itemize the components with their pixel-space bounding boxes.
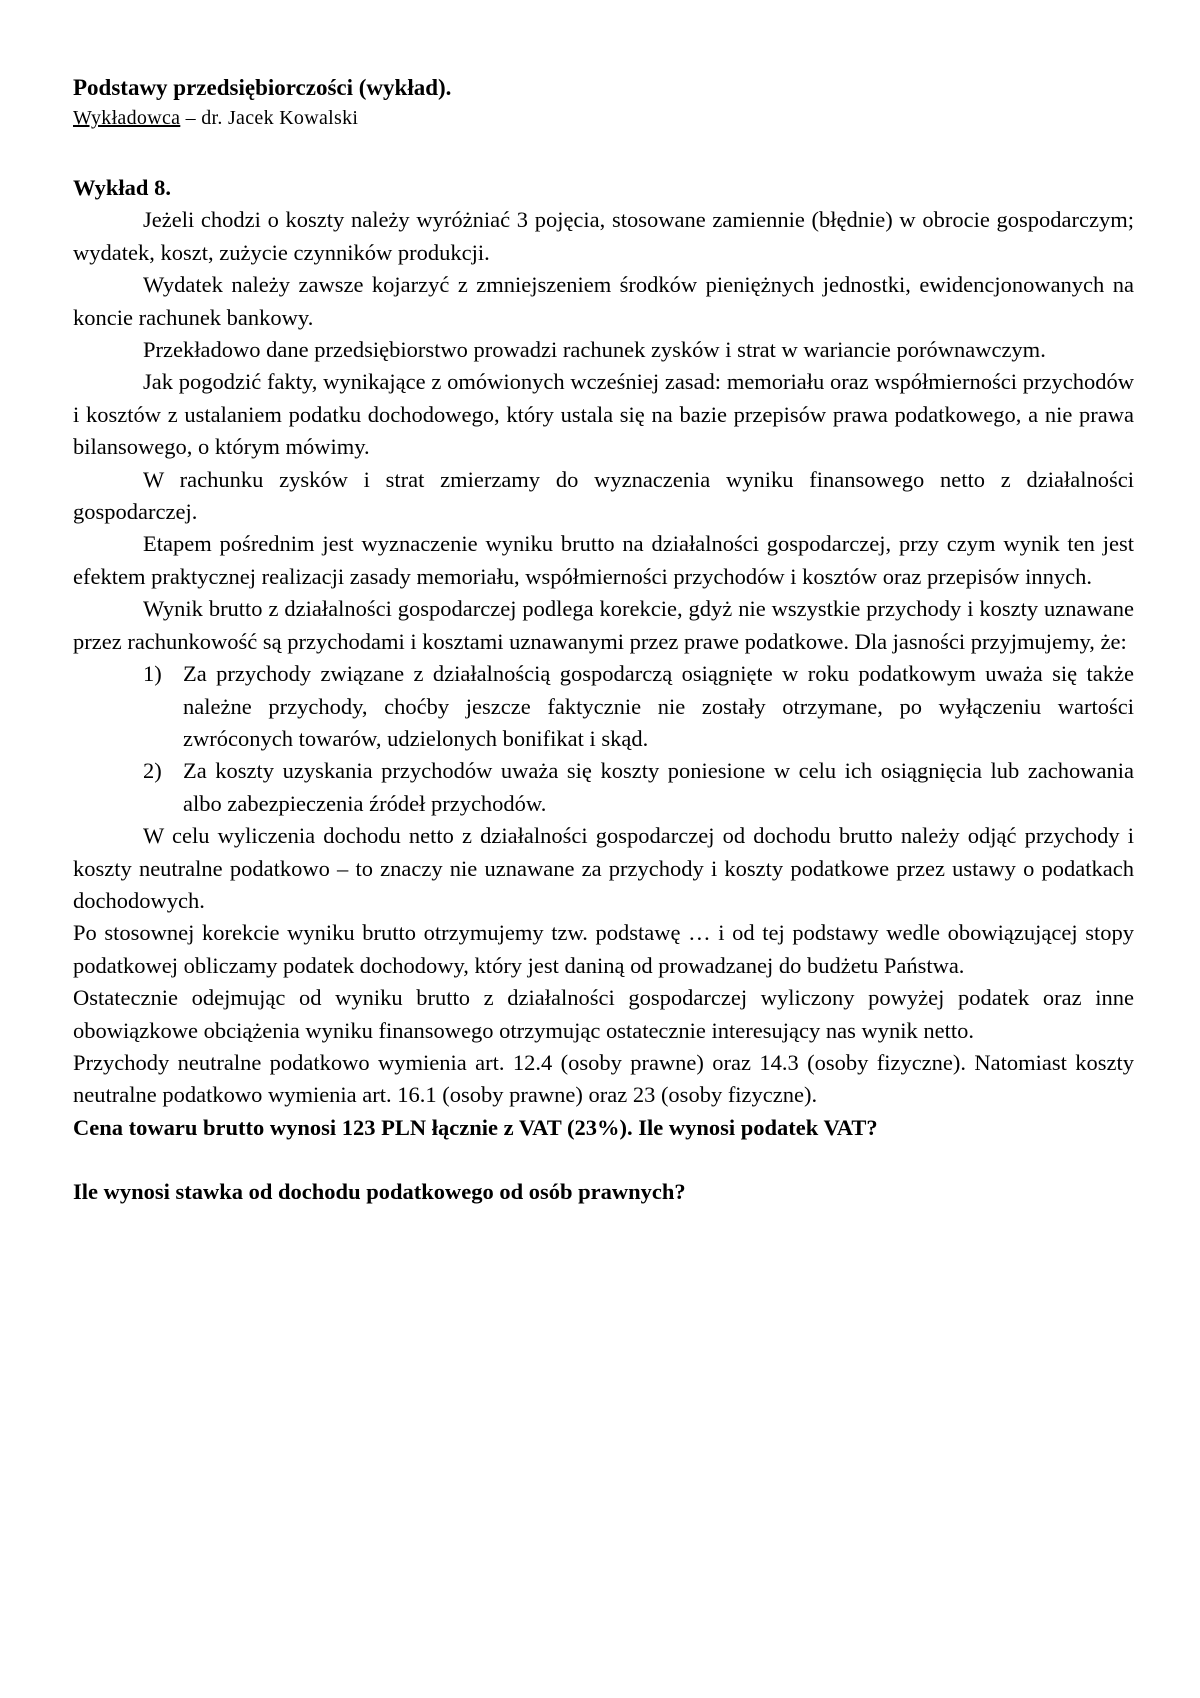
paragraph: Wynik brutto z działalności gospodarczej podlega korekcie, gdyż nie wszystkie przychody i koszty uznawane przez rachunkowość są przychodami i kosztami uznawanymi przez prawe podatkowe. Dla jasności przyjmujemy, że: <box>73 596 1134 654</box>
document-page <box>73 72 1134 1209</box>
paragraph: Wydatek należy zawsze kojarzyć z zmniejszeniem środków pieniężnych jednostki, ewidencjonowanych na koncie rachunek bankowy. <box>73 272 1134 330</box>
paragraph: Przychody neutralne podatkowo wymienia art. 12.4 (osoby prawne) oraz 14.3 (osoby fizyczne). Natomiast koszty neutralne podatkowo wymienia art. 16.1 (osoby prawne) oraz 23 (osoby fizyczne). <box>73 1049 1134 1108</box>
lecturer-role: Wykładowca <box>73 107 181 129</box>
list-item <box>143 755 1134 820</box>
list-item-text: Za przychody związane z działalnością gospodarczą osiągnięte w roku podatkowym uważa się także należne przychody, choćby jeszcze faktycznie nie zostały otrzymane, po wyłączeniu wartości zwróconych towarów, udzielonych bonifikat i skąd. <box>183 661 1134 751</box>
paragraph: Jeżeli chodzi o koszty należy wyróżniać 3 pojęcia, stosowane zamiennie (błędnie) w obrocie gospodarczym; wydatek, koszt, zużycie czynników produkcji. <box>73 207 1134 265</box>
header-spacer <box>73 132 1134 172</box>
lecture-heading: Wykład 8. <box>73 175 171 200</box>
list-item-text: Za koszty uzyskania przychodów uważa się koszty poniesione w celu ich osiągnięcia lub zachowania albo zabezpieczenia źródeł przychodów. <box>183 758 1134 816</box>
question: Ile wynosi stawka od dochodu podatkowego od osób prawnych? <box>73 1179 686 1205</box>
paragraph: W rachunku zysków i strat zmierzamy do wyznaczenia wyniku finansowego netto z działalności gospodarczej. <box>73 466 1134 525</box>
numbered-list <box>73 658 1134 820</box>
paragraph: Ostatecznie odejmując od wyniku brutto z działalności gospodarczej wyliczony powyżej podatek oraz inne obowiązkowe obciążenia wyniku finansowego otrzymując ostatecznie interesujący nas wynik netto. <box>73 985 1134 1043</box>
paragraph: Etapem pośrednim jest wyznaczenie wyniku brutto na działalności gospodarczej, przy czym wynik ten jest efektem praktycznej realizacji zasady memoriału, współmierności przychodów i kosztów oraz przepisów innych. <box>73 531 1134 589</box>
paragraph: Po stosownej korekcie wyniku brutto otrzymujemy tzw. podstawę … i od tej podstawy wedle obowiązującej stopy podatkowej obliczamy podatek dochodowy, który jest daniną od prowadzanej do budżetu Państwa. <box>73 920 1134 978</box>
list-item-number: 1) <box>143 661 162 687</box>
question: Cena towaru brutto wynosi 123 PLN łącznie z VAT (23%). Ile wynosi podatek VAT? <box>73 1114 878 1140</box>
paragraph: Jak pogodzić fakty, wynikające z omówionych wcześniej zasad: memoriału oraz współmierności przychodów i kosztów z ustalaniem podatku dochodowego, który ustala się na bazie przepisów prawa podatkowego, a nie prawa bilansowego, o którym mówimy. <box>73 369 1134 460</box>
lecturer-line <box>73 104 1134 132</box>
lecturer-name: dr. Jacek Kowalski <box>201 107 359 129</box>
list-item <box>143 658 1134 755</box>
paragraph: Przekładowo dane przedsiębiorstwo prowadzi rachunek zysków i strat w wariancie porównawczym. <box>143 337 1046 363</box>
document-title: Podstawy przedsiębiorczości (wykład). <box>73 75 452 100</box>
paragraph: W celu wyliczenia dochodu netto z działalności gospodarczej od dochodu brutto należy odjąć przychody i koszty neutralne podatkowo – to znaczy nie uznawane za przychody i koszty podatkowe przez ustawy o podatkach dochodowych. <box>73 823 1134 913</box>
question-gap <box>73 1144 1134 1176</box>
lecturer-separator: – <box>180 107 202 129</box>
list-item-number: 2) <box>143 758 162 784</box>
